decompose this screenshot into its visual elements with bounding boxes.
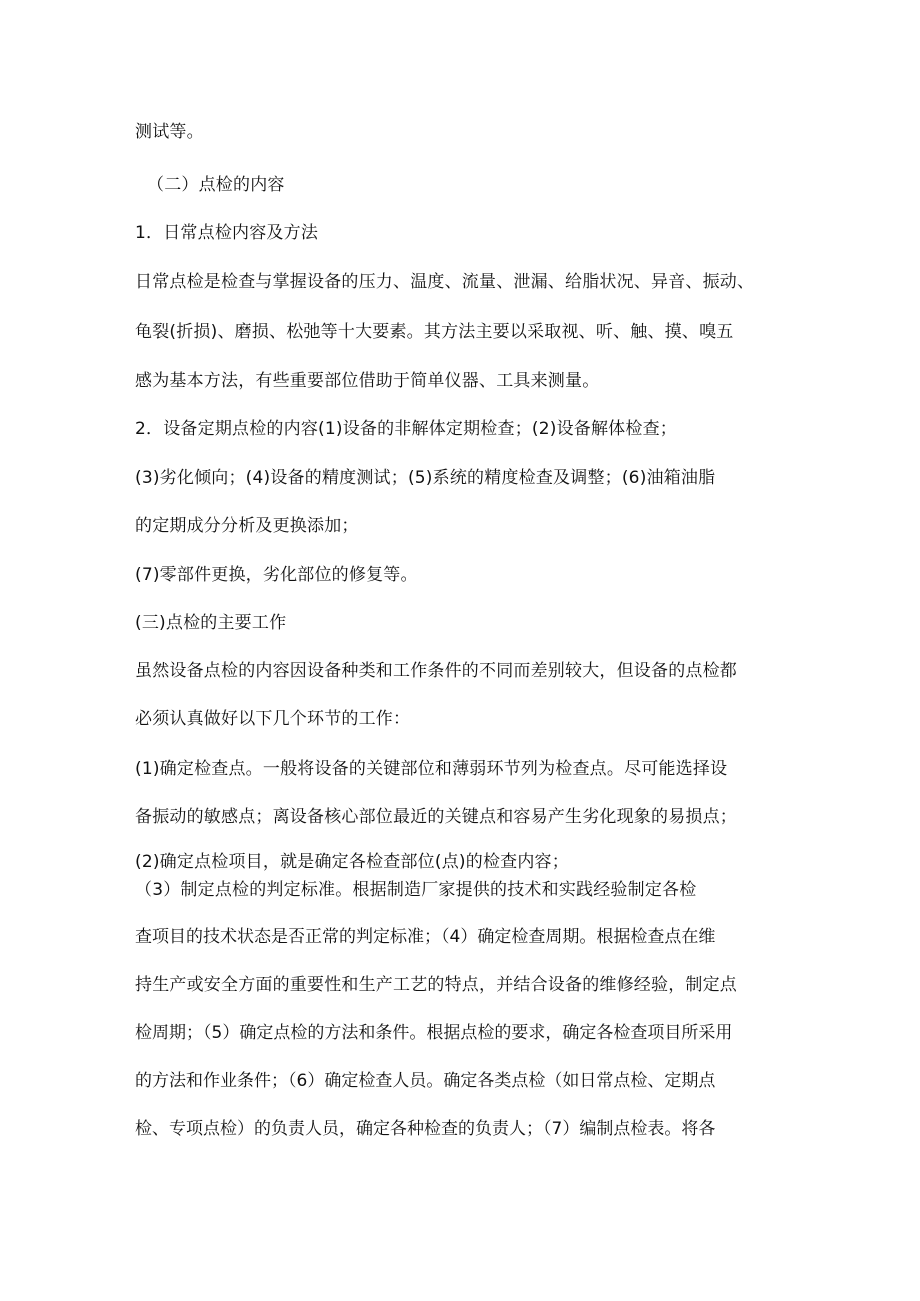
text-line-1: 测试等。 — [135, 122, 204, 142]
section-heading-2: （二）点检的内容 — [147, 175, 285, 195]
section-heading-3: (三)点检的主要工作 — [135, 613, 287, 633]
text-line-4: 日常点检是检查与掌握设备的压力、温度、流量、泄漏、给脂状况、异音、振动、 — [135, 272, 755, 292]
text-line-12: 虽然设备点检的内容因设备种类和工作条件的不同而差别较大，但设备的点检都 — [135, 661, 737, 681]
text-line-10: (7)零部件更换，劣化部位的修复等。 — [135, 565, 418, 585]
text-line-8: (3)劣化倾向；(4)设备的精度测试；(5)系统的精度检查及调整；(6)油箱油脂 — [135, 468, 716, 488]
subsection-heading-2: 2．设备定期点检的内容(1)设备的非解体定期检查；(2)设备解体检查； — [135, 419, 677, 439]
text-line-22: 检、专项点检）的负责人员，确定各种检查的负责人；（7）编制点检表。将各 — [135, 1119, 716, 1139]
text-line-16: (2)确定点检项目，就是确定各检查部位(点)的检查内容； — [135, 852, 569, 872]
text-line-20: 检周期；（5）确定点检的方法和条件。根据点检的要求，确定各检查项目所采用 — [135, 1023, 733, 1043]
subsection-heading-1: 1．日常点检内容及方法 — [135, 223, 319, 243]
text-line-13: 必须认真做好以下几个环节的工作： — [135, 709, 411, 729]
text-line-5: 龟裂(折损)、磨损、松弛等十大要素。其方法主要以采取视、听、触、摸、嗅五 — [135, 322, 734, 342]
text-line-14: (1)确定检查点。一般将设备的关键部位和薄弱环节列为检查点。尽可能选择设 — [135, 759, 728, 779]
text-line-17: （3）制定点检的判定标准。根据制造厂家提供的技术和实践经验制定各检 — [135, 880, 697, 900]
text-line-19: 持生产或安全方面的重要性和生产工艺的特点，并结合设备的维修经验，制定点 — [135, 975, 737, 995]
text-line-9: 的定期成分分析及更换添加； — [135, 516, 359, 536]
text-line-6: 感为基本方法，有些重要部位借助于简单仪器、工具来测量。 — [135, 371, 600, 391]
text-line-18: 查项目的技术状态是否正常的判定标准；（4）确定检查周期。根据检查点在维 — [135, 927, 716, 947]
text-line-15: 备振动的敏感点；离设备核心部位最近的关键点和容易产生劣化现象的易损点； — [135, 807, 737, 827]
text-line-21: 的方法和作业条件；（6）确定检查人员。确定各类点检（如日常点检、定期点 — [135, 1071, 716, 1091]
